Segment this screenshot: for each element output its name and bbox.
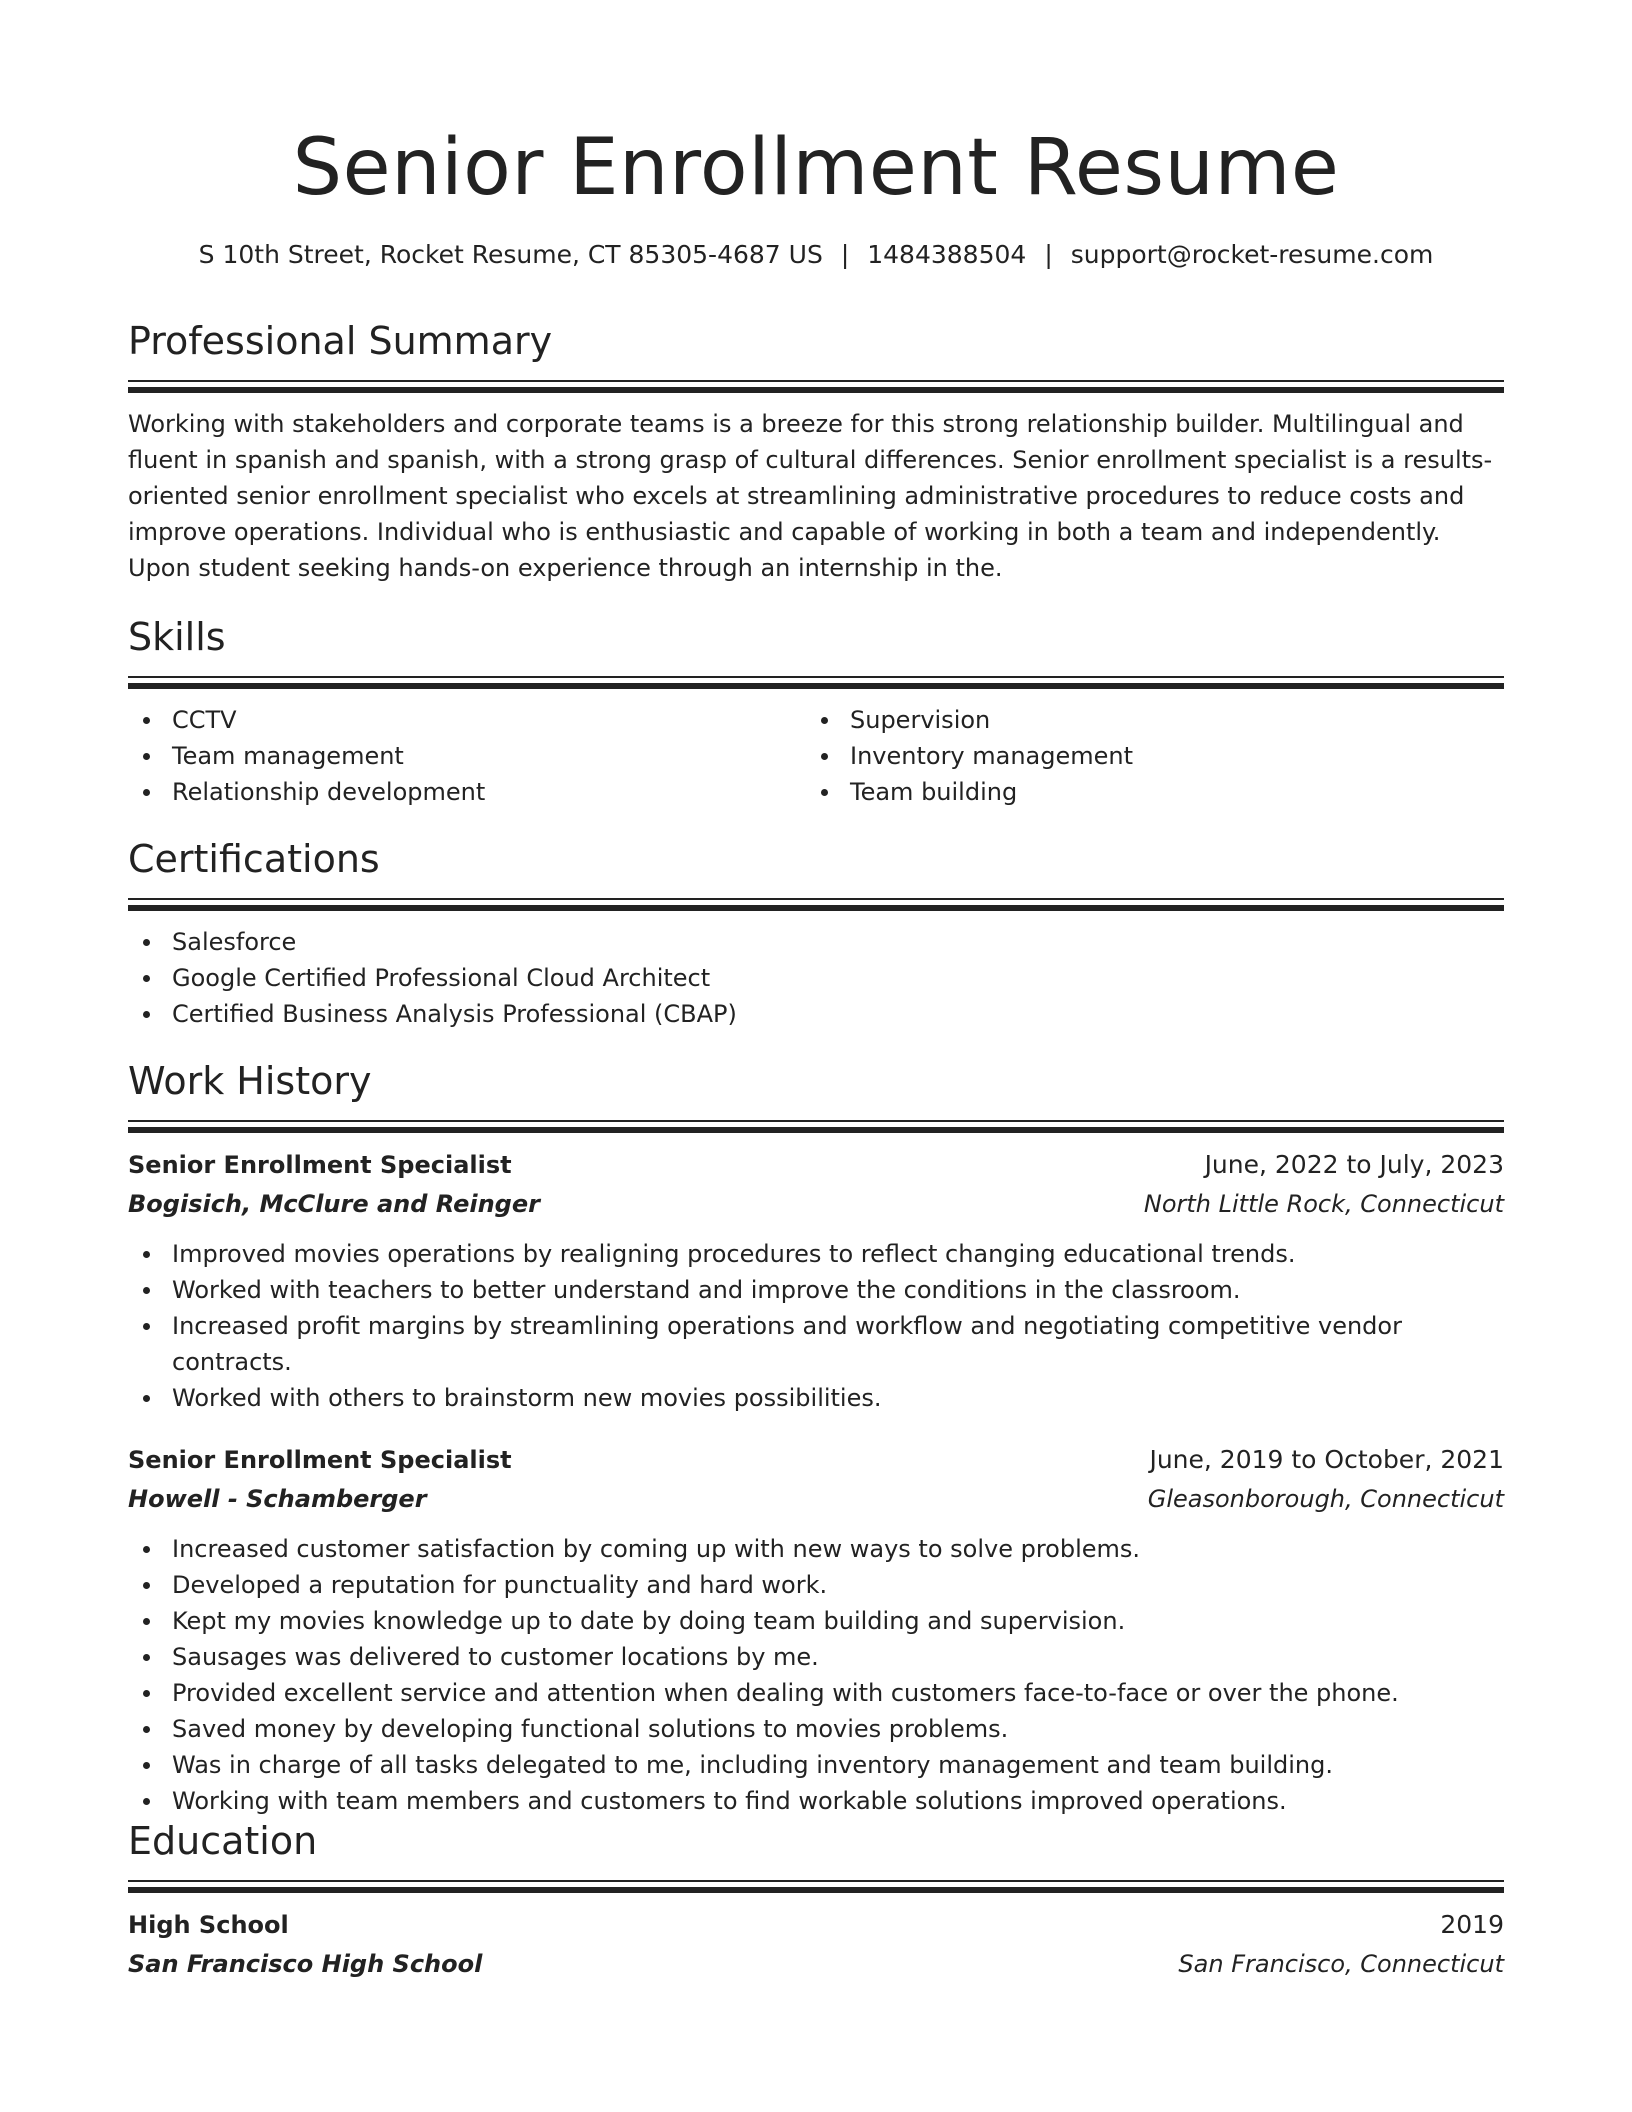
education-degree: High School xyxy=(128,1911,289,1939)
skills-section xyxy=(128,612,1504,810)
education-year: 2019 xyxy=(1440,1910,1504,1939)
contact-phone: 1484388504 xyxy=(867,240,1027,269)
job-bullets xyxy=(128,1236,1504,1416)
job-bullet: Working with team members and customers to find workable solutions improved operations. xyxy=(128,1783,1504,1819)
skill-item: CCTV xyxy=(128,702,806,738)
job-bullet: Worked with others to brainstorm new movies possibilities. xyxy=(128,1380,1504,1416)
skill-item: Relationship development xyxy=(128,774,806,810)
certification-item: Google Certified Professional Cloud Architect xyxy=(128,960,1504,996)
job-bullet: Was in charge of all tasks delegated to me, including inventory management and team building. xyxy=(128,1747,1504,1783)
section-title-summary: Professional Summary xyxy=(128,319,553,363)
job-dates: June, 2022 to July, 2023 xyxy=(1204,1150,1504,1179)
section-title-certifications: Certifications xyxy=(128,837,380,881)
contact-address: S 10th Street, Rocket Resume, CT 85305-4687 US xyxy=(198,240,823,269)
skill-item: Inventory management xyxy=(806,738,1484,774)
job-title: Senior Enrollment Specialist xyxy=(128,1151,512,1179)
contact-line xyxy=(128,238,1504,272)
contact-email: support@rocket-resume.com xyxy=(1070,240,1434,269)
education-location: San Francisco, Connecticut xyxy=(1178,1950,1504,1978)
education-school-row xyxy=(128,1945,1504,1984)
section-title-skills: Skills xyxy=(128,615,226,659)
job-bullet: Saved money by developing functional solutions to movies problems. xyxy=(128,1711,1504,1747)
job-title: Senior Enrollment Specialist xyxy=(128,1446,512,1474)
education-section xyxy=(128,1816,1504,1984)
summary-section xyxy=(128,316,1504,586)
skills-columns xyxy=(128,702,1504,810)
job-bullet: Sausages was delivered to customer locations by me. xyxy=(128,1639,1504,1675)
job-location: North Little Rock, Connecticut xyxy=(1143,1190,1504,1218)
job-bullet: Provided excellent service and attention when dealing with customers face-to-face or over the phone. xyxy=(128,1675,1504,1711)
job-bullet: Increased profit margins by streamlining operations and workflow and negotiating competitive vendor contracts. xyxy=(128,1308,1504,1380)
skill-item: Team building xyxy=(806,774,1484,810)
skills-list-left xyxy=(128,702,806,810)
job-location: Gleasonborough, Connecticut xyxy=(1147,1485,1504,1513)
section-divider xyxy=(128,1120,1504,1122)
job-bullet: Increased customer satisfaction by coming up with new ways to solve problems. xyxy=(128,1531,1504,1567)
job-employer-row xyxy=(128,1185,1504,1224)
job-dates: June, 2019 to October, 2021 xyxy=(1149,1445,1504,1474)
job-entry xyxy=(128,1145,1504,1416)
section-divider xyxy=(128,1880,1504,1882)
section-divider-thick xyxy=(128,387,1504,393)
section-divider-thick xyxy=(128,1887,1504,1893)
work-history-section xyxy=(128,1056,1504,1819)
contact-separator: | xyxy=(1044,240,1053,269)
section-divider-thick xyxy=(128,905,1504,911)
section-divider xyxy=(128,898,1504,900)
education-header-row xyxy=(128,1905,1504,1945)
education-school: San Francisco High School xyxy=(128,1950,483,1978)
section-divider xyxy=(128,380,1504,382)
job-employer: Howell - Schamberger xyxy=(128,1485,427,1513)
job-header-row xyxy=(128,1145,1504,1185)
section-divider-thick xyxy=(128,683,1504,689)
job-bullet: Developed a reputation for punctuality and hard work. xyxy=(128,1567,1504,1603)
job-header-row xyxy=(128,1440,1504,1480)
section-divider xyxy=(128,676,1504,678)
certifications-section xyxy=(128,834,1504,1032)
section-divider-thick xyxy=(128,1127,1504,1133)
job-employer: Bogisich, McClure and Reinger xyxy=(128,1190,540,1218)
certification-item: Certified Business Analysis Professional (CBAP) xyxy=(128,996,1504,1032)
skill-item: Supervision xyxy=(806,702,1484,738)
job-bullet: Improved movies operations by realigning procedures to reflect changing educational trends. xyxy=(128,1236,1504,1272)
education-entry xyxy=(128,1905,1504,1984)
job-bullet: Kept my movies knowledge up to date by doing team building and supervision. xyxy=(128,1603,1504,1639)
job-entry xyxy=(128,1440,1504,1819)
job-bullet: Worked with teachers to better understand and improve the conditions in the classroom. xyxy=(128,1272,1504,1308)
skill-item: Team management xyxy=(128,738,806,774)
summary-text: Working with stakeholders and corporate teams is a breeze for this strong relationship builder. Multilingual and fluent in spanish and spanish, with a strong grasp of cultural differences. Senior enrollment specialist is a results-oriented senior enrollment specialist who excels at streamlining administrative procedures to reduce costs and improve operations. Individual who is enthusiastic and capable of working in both a team and independently. Upon student seeking hands-on experience through an internship in the. xyxy=(128,410,1493,582)
job-employer-row xyxy=(128,1480,1504,1519)
certifications-list xyxy=(128,924,1504,1032)
section-title-education: Education xyxy=(128,1819,318,1863)
job-bullets xyxy=(128,1531,1504,1819)
section-title-work-history: Work History xyxy=(128,1059,372,1103)
resume-name: Senior Enrollment Resume xyxy=(292,123,1340,213)
contact-separator: | xyxy=(840,240,850,269)
skills-list-right xyxy=(806,702,1484,810)
certification-item: Salesforce xyxy=(128,924,1504,960)
